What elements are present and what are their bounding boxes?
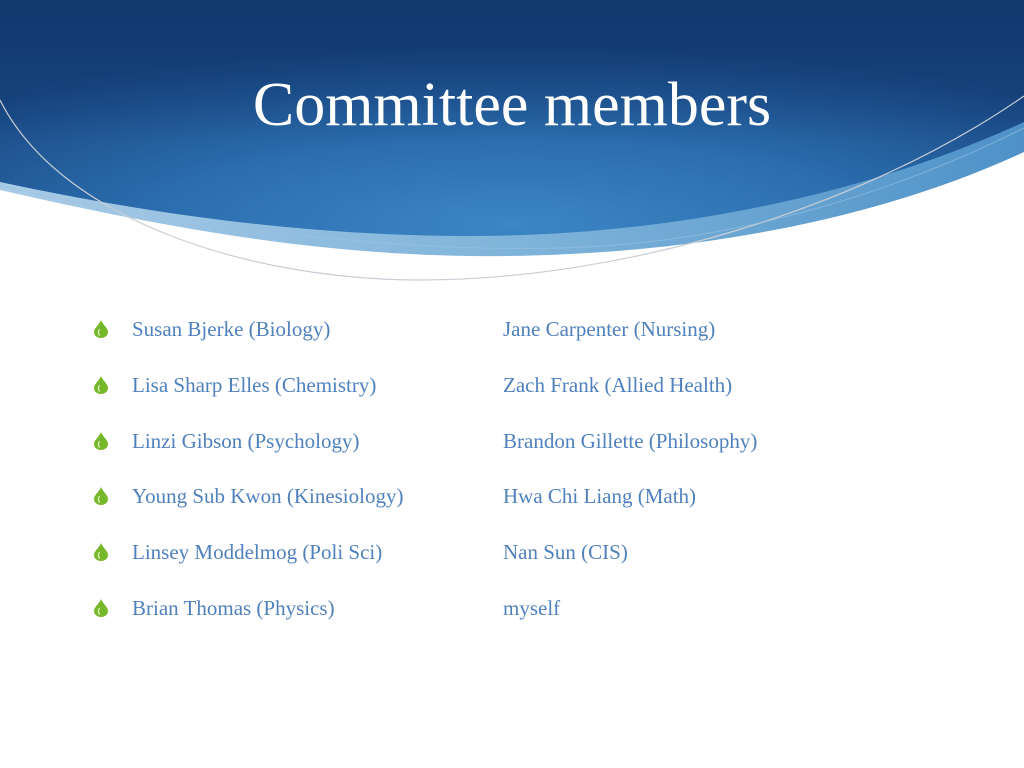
member-name-left: Linzi Gibson (Psychology) bbox=[132, 428, 360, 453]
list-item bbox=[90, 314, 950, 370]
member-name-right: Jane Carpenter (Nursing) bbox=[503, 317, 716, 341]
member-name-right: myself bbox=[503, 595, 561, 620]
leaf-drop-icon bbox=[94, 320, 108, 338]
member-name-left: Brian Thomas (Physics) bbox=[132, 595, 335, 620]
committee-member-list bbox=[90, 314, 950, 649]
member-name-right: Hwa Chi Liang (Math) bbox=[503, 484, 697, 509]
header-swoosh-background bbox=[0, 0, 1024, 300]
member-name-right: Nan Sun (CIS) bbox=[503, 540, 628, 565]
member-name-left: Susan Bjerke (Biology) bbox=[132, 317, 331, 341]
member-name-right: Brandon Gillette (Philosophy) bbox=[503, 428, 758, 453]
list-item bbox=[90, 593, 950, 649]
leaf-drop-icon bbox=[94, 376, 108, 394]
member-name-left: Lisa Sharp Elles (Chemistry) bbox=[132, 372, 377, 397]
list-item bbox=[90, 370, 950, 426]
leaf-drop-icon bbox=[94, 487, 108, 505]
slide-title: Committee members bbox=[252, 71, 772, 139]
member-name-left: Young Sub Kwon (Kinesiology) bbox=[132, 484, 404, 509]
leaf-drop-icon bbox=[94, 599, 108, 617]
list-item bbox=[90, 426, 950, 482]
member-name-right: Zach Frank (Allied Health) bbox=[503, 372, 733, 397]
member-name-left: Linsey Moddelmog (Poli Sci) bbox=[132, 540, 383, 565]
leaf-drop-icon bbox=[94, 543, 108, 561]
list-item bbox=[90, 537, 950, 593]
leaf-drop-icon bbox=[94, 432, 108, 450]
list-item bbox=[90, 481, 950, 537]
